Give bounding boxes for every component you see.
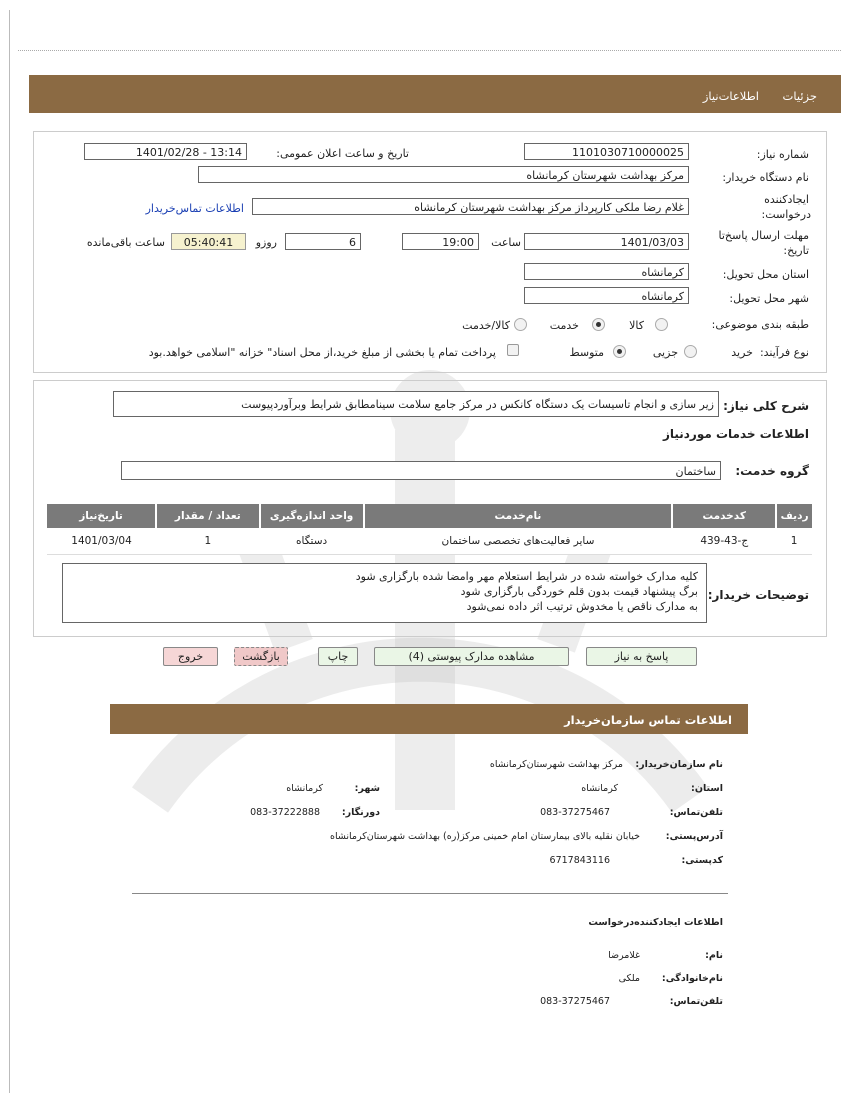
- contact-address-value: خیابان نقلیه بالای بیمارستان امام خمینی مرکز(ره) بهداشت شهرستان‌کرمانشاه: [330, 831, 640, 842]
- deadline-label-line2: تاریخ:: [783, 244, 809, 257]
- deadline-time-field: 19:00: [402, 233, 479, 250]
- cell-quantity: 1: [156, 528, 260, 555]
- days-label: روزو: [255, 236, 277, 249]
- page-left-border: [9, 10, 10, 1093]
- province-field: کرمانشاه: [524, 263, 689, 280]
- requester-label-line2: درخواست:: [761, 208, 811, 221]
- deadline-date-field: 1401/03/03: [524, 233, 689, 250]
- category-radio-service[interactable]: [592, 318, 605, 331]
- contact-phone-value: 083-37275467: [540, 807, 610, 818]
- print-button[interactable]: چاپ: [318, 647, 358, 666]
- creator-first-name-label: نام:: [705, 950, 723, 961]
- requester-field: غلام رضا ملکی کارپرداز مرکز بهداشت شهرستان کرمانشاه: [252, 198, 689, 215]
- buyer-note-line: برگ پیشنهاد قیمت بدون قلم خوردگی بارگزاری شود: [460, 585, 698, 598]
- contact-fax-label: دورنگار:: [341, 807, 380, 818]
- contact-province-value: کرمانشاه: [581, 783, 618, 794]
- category-radio-goods[interactable]: [655, 318, 668, 331]
- org-name-label: نام سازمان‌خریدار:: [635, 759, 723, 770]
- creator-first-name-value: غلامرضا: [608, 950, 640, 961]
- buyer-note-line: به مدارک ناقص یا مخدوش ترتیب اثر داده نمی‌شود: [466, 600, 698, 613]
- creator-phone-value: 083-37275467: [540, 996, 610, 1007]
- category-option-service: خدمت: [549, 319, 579, 332]
- process-buy-text: خرید: [731, 346, 753, 359]
- buyer-contact-link[interactable]: اطلاعات تماس‌خریدار: [145, 202, 244, 215]
- buyer-note-line: کلیه مدارک خواسته شده در شرایط استعلام مهر وامضا شده بارگزاری شود: [355, 570, 698, 583]
- contact-fax-value: 083-37222888: [250, 807, 320, 818]
- creator-phone-label: تلفن‌تماس:: [669, 996, 723, 1007]
- exit-button[interactable]: خروج: [163, 647, 218, 666]
- province-label: استان محل تحویل:: [722, 268, 809, 281]
- tab-details[interactable]: جزئیات: [782, 89, 817, 103]
- remaining-time-field: 05:40:41: [171, 233, 246, 250]
- creator-last-name-label: نام‌خانوادگی:: [661, 973, 723, 984]
- treasury-payment-checkbox[interactable]: [507, 344, 519, 356]
- cell-row: 1: [776, 528, 812, 555]
- creator-title: اطلاعات ایجادکننده‌درخواست: [588, 917, 723, 928]
- remaining-label: ساعت باقی‌مانده: [86, 236, 165, 249]
- category-option-goods: کالا: [629, 319, 644, 332]
- buyer-org-field: مرکز بهداشت شهرستان کرمانشاه: [198, 166, 689, 183]
- category-option-goods-service: کالا/خدمت: [462, 319, 510, 332]
- contact-province-label: استان:: [691, 783, 723, 794]
- back-button[interactable]: بازگشت: [234, 647, 288, 666]
- reply-button[interactable]: پاسخ به نیاز: [586, 647, 697, 666]
- col-service-code: کدخدمت: [672, 504, 776, 528]
- service-group-label: گروه خدمت:: [735, 464, 809, 478]
- description-field: زیر سازی و انجام تاسیسات یک دستگاه کانکس در مرکز جامع سلامت سینامطابق شرایط وبرآوردپیوست: [113, 391, 719, 417]
- view-attachments-button[interactable]: مشاهده مدارک پیوستی (4): [374, 647, 569, 666]
- contact-city-label: شهر:: [354, 783, 380, 794]
- creator-last-name-value: ملکی: [618, 973, 640, 984]
- buyer-org-label: نام دستگاه خریدار:: [722, 171, 809, 184]
- buyer-notes-box: [62, 563, 707, 623]
- process-option-medium: متوسط: [569, 346, 604, 359]
- city-field: کرمانشاه: [524, 287, 689, 304]
- contact-details: [110, 745, 748, 1075]
- announce-datetime-field: 1401/02/28 - 13:14: [84, 143, 247, 160]
- contact-header-bar: [110, 704, 748, 734]
- col-row: ردیف: [776, 504, 812, 528]
- time-label: ساعت: [491, 236, 521, 249]
- cell-service-code: ج-43-439: [672, 528, 776, 555]
- top-divider: [18, 50, 841, 51]
- process-option-minor: جزیی: [652, 346, 678, 359]
- contact-divider: [132, 893, 728, 894]
- services-heading: اطلاعات خدمات موردنیاز: [662, 427, 809, 441]
- org-name-value: مرکز بهداشت شهرستان‌کرمانشاه: [489, 759, 623, 770]
- treasury-payment-note: پرداخت تمام یا بخشی از مبلغ خرید،از محل اسناد" خزانه "اسلامی خواهد.بود: [148, 346, 496, 359]
- col-need-date: تاریخ‌نیاز: [47, 504, 156, 528]
- contact-title: اطلاعات تماس سازمان‌خریدار: [564, 713, 732, 727]
- col-unit: واحد اندازه‌گیری: [260, 504, 364, 528]
- col-service-name: نام‌خدمت: [364, 504, 673, 528]
- deadline-label-line1: مهلت ارسال پاسخ‌تا: [718, 229, 809, 242]
- contact-postal-value: 6717843116: [549, 855, 610, 866]
- need-number-label: شماره نیاز:: [756, 148, 809, 161]
- city-label: شهر محل تحویل:: [729, 292, 809, 305]
- header-tab-bar: [29, 75, 841, 113]
- tab-need-info[interactable]: اطلاعات‌نیاز: [702, 89, 759, 103]
- contact-city-value: کرمانشاه: [286, 783, 323, 794]
- cell-unit: دستگاه: [260, 528, 364, 555]
- announce-label: تاریخ و ساعت اعلان عمومی:: [276, 147, 409, 160]
- days-field: 6: [285, 233, 361, 250]
- process-radio-medium[interactable]: [613, 345, 626, 358]
- requester-label-line1: ایجادکننده: [764, 193, 809, 206]
- contact-postal-label: کدپستی:: [681, 855, 723, 866]
- cell-need-date: 1401/03/04: [47, 528, 156, 555]
- service-group-field: ساختمان: [121, 461, 721, 480]
- process-label: نوع فرآیند:: [759, 346, 809, 359]
- description-label: شرح کلی نیاز:: [723, 399, 809, 413]
- services-table-header: [47, 504, 812, 528]
- table-row: [47, 528, 812, 555]
- col-quantity: تعداد / مقدار: [156, 504, 260, 528]
- contact-phone-label: تلفن‌تماس:: [669, 807, 723, 818]
- buyer-notes-label: توضیحات خریدار:: [707, 588, 809, 602]
- need-number-field: 1101030710000025: [524, 143, 689, 160]
- category-label: طبقه بندی موضوعی:: [711, 318, 809, 331]
- category-radio-goods-service[interactable]: [514, 318, 527, 331]
- cell-service-name: سایر فعالیت‌های تخصصی ساختمان: [364, 528, 673, 555]
- contact-address-label: آدرس‌پستی:: [665, 831, 723, 842]
- process-radio-minor[interactable]: [684, 345, 697, 358]
- services-table: [47, 504, 812, 555]
